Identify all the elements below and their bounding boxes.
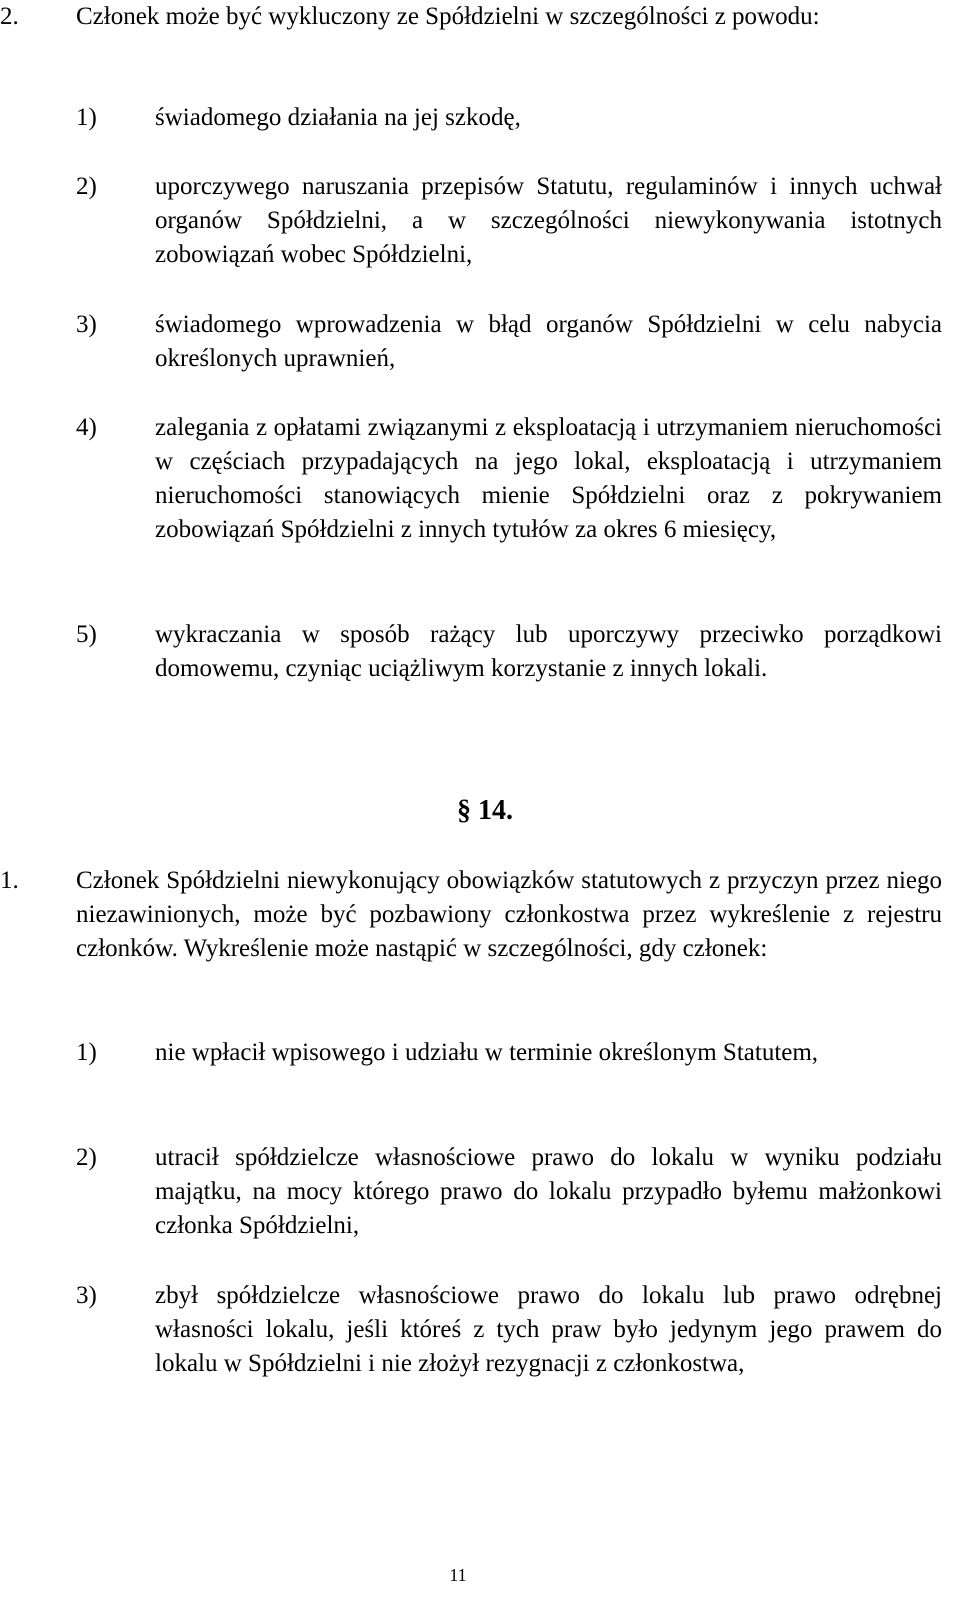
paragraph-heading: § 14.: [457, 795, 513, 826]
list-item-text: utracił spółdzielcze własnościowe prawo do lokalu w wyniku podziału majątku, na mocy którego prawo do lokalu przypadło byłemu małżonkowi członka Spółdzielni,: [155, 1144, 942, 1239]
list-item-number: 3): [76, 311, 97, 338]
section-intro: Członek może być wykluczony ze Spółdzielni w szczególności z powodu:: [76, 3, 820, 30]
page-number: [0, 1564, 960, 1586]
list-item-number: 2): [76, 173, 97, 200]
list-item-number: 5): [76, 621, 97, 648]
list-item-number: 1): [76, 104, 97, 131]
list-item-text: uporczywego naruszania przepisów Statutu, regulaminów i innych uchwał organów Spółdzielni, a w szczególności niewykonywania istotnych zobowiązań wobec Spółdzielni,: [155, 173, 942, 268]
list-item-number: 3): [76, 1282, 97, 1309]
section-number: 2.: [0, 3, 19, 30]
list-item-text: zalegania z opłatami związanymi z eksploatacją i utrzymaniem nieruchomości w częściach przypadających na jego lokal, eksploatacją i utrzymaniem nieruchomości stanowiących mienie Spółdzielni oraz z pokrywaniem zobowiązań Spółdzielni z innych tytułów za okres 6 miesięcy,: [155, 414, 942, 543]
list-item-number: 4): [76, 414, 97, 441]
section-number: 1.: [0, 867, 19, 894]
page-number-value: 11: [449, 1565, 467, 1585]
list-item-text: wykraczania w sposób rażący lub uporczywy przeciwko porządkowi domowemu, czyniąc uciążliwym korzystanie z innych lokali.: [155, 621, 942, 682]
list-item-text: świadomego działania na jej szkodę,: [155, 104, 521, 131]
list-item-number: 2): [76, 1144, 97, 1171]
section-intro: Członek Spółdzielni niewykonujący obowiązków statutowych z przyczyn przez niego niezawinionych, może być pozbawiony członkostwa przez wykreślenie z rejestru członków. Wykreślenie może nastąpić w szczególności, gdy członek:: [76, 867, 942, 962]
list-item-text: nie wpłacił wpisowego i udziału w terminie określonym Statutem,: [155, 1039, 819, 1066]
list-item-text: świadomego wprowadzenia w błąd organów Spółdzielni w celu nabycia określonych uprawnień,: [155, 311, 942, 372]
list-item-text: zbył spółdzielcze własnościowe prawo do lokalu lub prawo odrębnej własności lokalu, jeśli któreś z tych praw było jedynym jego prawem do lokalu w Spółdzielni i nie złożył rezygnacji z członkostwa,: [155, 1282, 942, 1377]
list-item-number: 1): [76, 1039, 97, 1066]
